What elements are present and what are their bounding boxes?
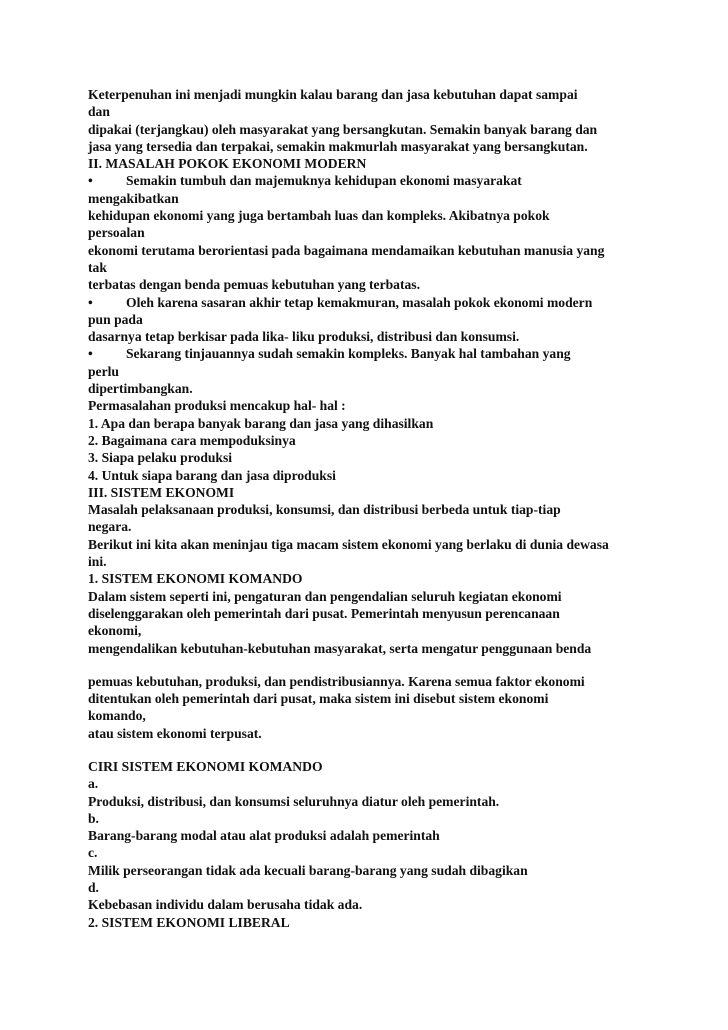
text-line: pun pada <box>88 311 143 327</box>
bullet-icon: • <box>88 294 93 310</box>
text-line: Berikut ini kita akan meninjau tiga macam sistem ekonomi yang berlaku di dunia dewasa <box>88 536 609 552</box>
text-line: dan <box>88 104 110 120</box>
text-line: Kebebasan individu dalam berusaha tidak ada. <box>88 897 363 913</box>
list-marker: a. <box>88 776 99 792</box>
text-line: ekonomi, <box>88 623 142 639</box>
text-line: komando, <box>88 708 146 724</box>
text-line: perlu <box>88 363 119 379</box>
text-line: mengakibatkan <box>88 190 179 206</box>
text-line: Barang-barang modal atau alat produksi adalah pemerintah <box>88 828 440 844</box>
list-item: 1. Apa dan berapa banyak barang dan jasa yang dihasilkan <box>88 415 434 431</box>
text-line: jasa yang tersedia dan terpakai, semakin makmurlah masyarakat yang bersangkutan. <box>88 138 588 154</box>
subsection-heading: 1. SISTEM EKONOMI KOMANDO <box>88 571 303 587</box>
text-line: dasarnya tetap berkisar pada lika- liku produksi, distribusi dan konsumsi. <box>88 329 520 345</box>
paragraph-gap <box>88 657 648 673</box>
subsection-heading: 2. SISTEM EKONOMI LIBERAL <box>88 914 290 930</box>
list-item: 3. Siapa pelaku produksi <box>88 450 233 466</box>
bullet-line <box>88 172 648 189</box>
text-line: kehidupan ekonomi yang juga bertambah luas dan kompleks. Akibatnya pokok <box>88 208 550 224</box>
text-line: terbatas dengan benda pemuas kebutuhan yang terbatas. <box>88 277 420 293</box>
text-line: ditentukan oleh pemerintah dari pusat, maka sistem ini disebut sistem ekonomi <box>88 691 549 707</box>
bullet-text: Oleh karena sasaran akhir tetap kemakmuran, masalah pokok ekonomi modern <box>126 294 593 310</box>
text-line: Permasalahan produksi mencakup hal- hal : <box>88 398 346 414</box>
bullet-icon: • <box>88 173 93 189</box>
text-line: pemuas kebutuhan, produksi, dan pendistribusiannya. Karena semua faktor ekonomi <box>88 673 585 689</box>
bullet-icon: • <box>88 346 93 362</box>
list-marker: c. <box>88 845 98 861</box>
text-line: atau sistem ekonomi terpusat. <box>88 725 262 741</box>
bullet-line <box>88 345 648 362</box>
list-marker: b. <box>88 810 99 826</box>
text-line: Dalam sistem seperti ini, pengaturan dan pengendalian seluruh kegiatan ekonomi <box>88 588 562 604</box>
text-line: mengendalikan kebutuhan-kebutuhan masyarakat, serta mengatur penggunaan benda <box>88 640 592 656</box>
text-line: persoalan <box>88 225 145 241</box>
text-line: Masalah pelaksanaan produksi, konsumsi, dan distribusi berbeda untuk tiap-tiap <box>88 502 561 518</box>
list-item: 2. Bagaimana cara mempoduksinya <box>88 432 296 448</box>
list-item: 4. Untuk siapa barang dan jasa diproduksi <box>88 467 336 483</box>
bullet-text: Semakin tumbuh dan majemuknya kehidupan ekonomi masyarakat <box>126 173 522 189</box>
section-heading: CIRI SISTEM EKONOMI KOMANDO <box>88 758 323 774</box>
text-line: tak <box>88 259 107 275</box>
text-line: Keterpenuhan ini menjadi mungkin kalau barang dan jasa kebutuhan dapat sampai <box>88 87 578 102</box>
section-heading: II. MASALAH POKOK EKONOMI MODERN <box>88 156 367 172</box>
document-body <box>88 86 648 931</box>
paragraph-gap <box>88 742 648 758</box>
list-marker: d. <box>88 880 99 896</box>
text-line: Milik perseorangan tidak ada kecuali barang-barang yang sudah dibagikan <box>88 862 528 878</box>
text-line: dipakai (terjangkau) oleh masyarakat yang bersangkutan. Semakin banyak barang dan <box>88 121 598 137</box>
text-line: Produksi, distribusi, dan konsumsi seluruhnya diatur oleh pemerintah. <box>88 793 500 809</box>
section-heading: III. SISTEM EKONOMI <box>88 484 235 500</box>
text-line: negara. <box>88 519 132 535</box>
text-line: ini. <box>88 554 107 570</box>
text-line: dipertimbangkan. <box>88 381 193 397</box>
bullet-line <box>88 294 648 311</box>
bullet-text: Sekarang tinjauannya sudah semakin kompleks. Banyak hal tambahan yang <box>126 346 571 362</box>
text-line: ekonomi terutama berorientasi pada bagaimana mendamaikan kebutuhan manusia yang <box>88 242 605 258</box>
text-line: diselenggarakan oleh pemerintah dari pusat. Pemerintah menyusun perencanaan <box>88 605 560 621</box>
